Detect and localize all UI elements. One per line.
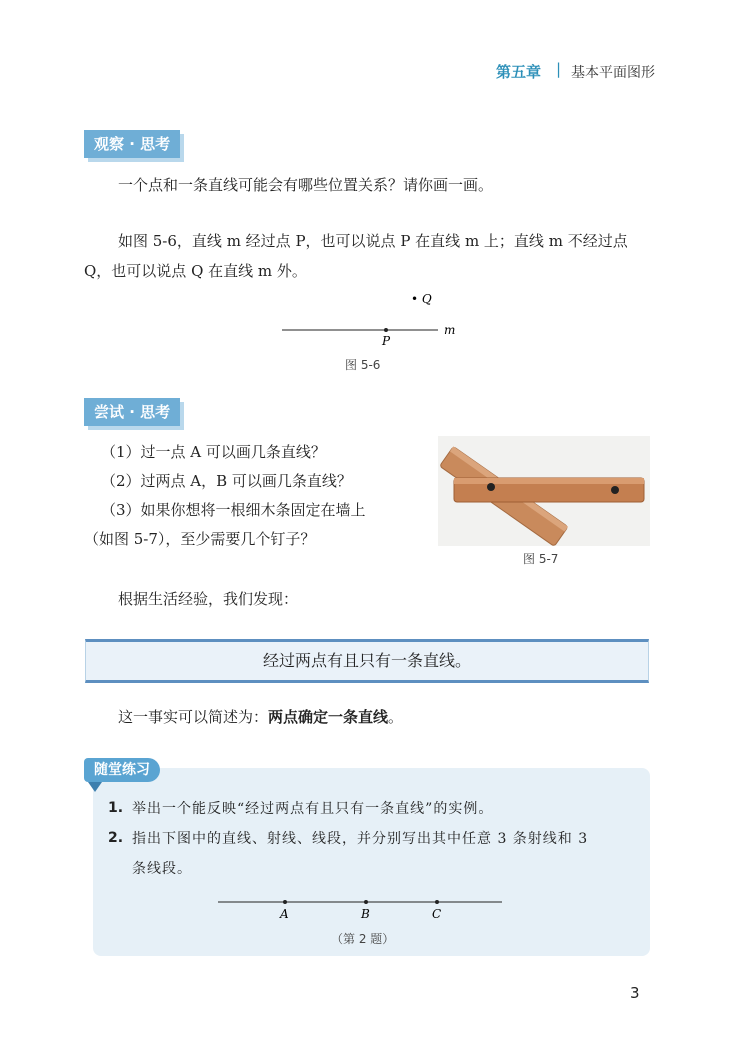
figure-5-6	[270, 288, 470, 348]
summary-bold: 两点确定一条直线	[268, 708, 389, 726]
question-3-line-2: （如图 5-7），至少需要几个钉子？	[84, 530, 316, 548]
try-think-tag: 尝试 · 思考	[84, 398, 180, 426]
summary-suffix: 。	[388, 708, 404, 726]
point-a	[283, 900, 287, 904]
practice-q2-line-2: 条线段。	[132, 861, 192, 877]
wooden-sticks-photo	[438, 436, 650, 546]
figure-5-6-caption: 图 5-6	[345, 358, 381, 372]
boxed-fact-text: 经过两点有且只有一条直线。	[262, 651, 471, 670]
line-m-label: m	[444, 323, 456, 337]
nail-1	[487, 483, 495, 491]
question-2: （2）过两点 A，B 可以画几条直线？	[101, 472, 352, 490]
question-1: （1）过一点 A 可以画几条直线？	[101, 443, 326, 461]
point-b	[364, 900, 368, 904]
finding-text: 根据生活经验，我们发现：	[118, 590, 299, 608]
practice-tag: 随堂练习	[84, 758, 160, 782]
practice-figure-caption: （第 2 题）	[331, 932, 395, 946]
point-a-label: A	[280, 907, 289, 921]
point-p-label: P	[382, 334, 391, 348]
question-3-line-1: （3）如果你想将一根细木条固定在墙上	[101, 501, 366, 519]
chapter-title: 基本平面图形	[571, 65, 655, 81]
question-text: 一个点和一条直线可能会有哪些位置关系？请你画一画。	[118, 176, 494, 194]
practice-q1-number: 1.	[108, 800, 124, 816]
observe-think-tag: 观察 · 思考	[84, 130, 180, 158]
summary-text	[118, 702, 403, 732]
boxed-fact	[85, 639, 649, 683]
header-separator: |	[556, 60, 562, 78]
point-b-label: B	[361, 907, 370, 921]
explanation-line-1: 如图 5-6，直线 m 经过点 P，也可以说点 P 在直线 m 上；直线 m 不经过点	[118, 232, 628, 250]
practice-q1-text: 举出一个能反映“经过两点有且只有一条直线”的实例。	[132, 801, 494, 817]
nail-2	[611, 486, 619, 494]
point-p	[384, 328, 388, 332]
explanation-line-2: Q，也可以说点 Q 在直线 m 外。	[84, 262, 307, 280]
chapter-label: 第五章	[496, 63, 542, 81]
practice-q2-line-1: 指出下图中的直线、射线、线段，并分别写出其中任意 3 条射线和 3	[132, 831, 589, 847]
summary-prefix: 这一事实可以简述为：	[118, 708, 269, 726]
page-number: 3	[630, 984, 640, 1002]
practice-q2-number: 2.	[108, 830, 124, 846]
practice-tag-fold	[88, 782, 102, 792]
point-c	[435, 900, 439, 904]
point-q-label: • Q	[411, 292, 432, 306]
practice-figure	[215, 892, 505, 922]
figure-5-7-caption: 图 5-7	[523, 552, 559, 566]
point-c-label: C	[432, 907, 442, 921]
